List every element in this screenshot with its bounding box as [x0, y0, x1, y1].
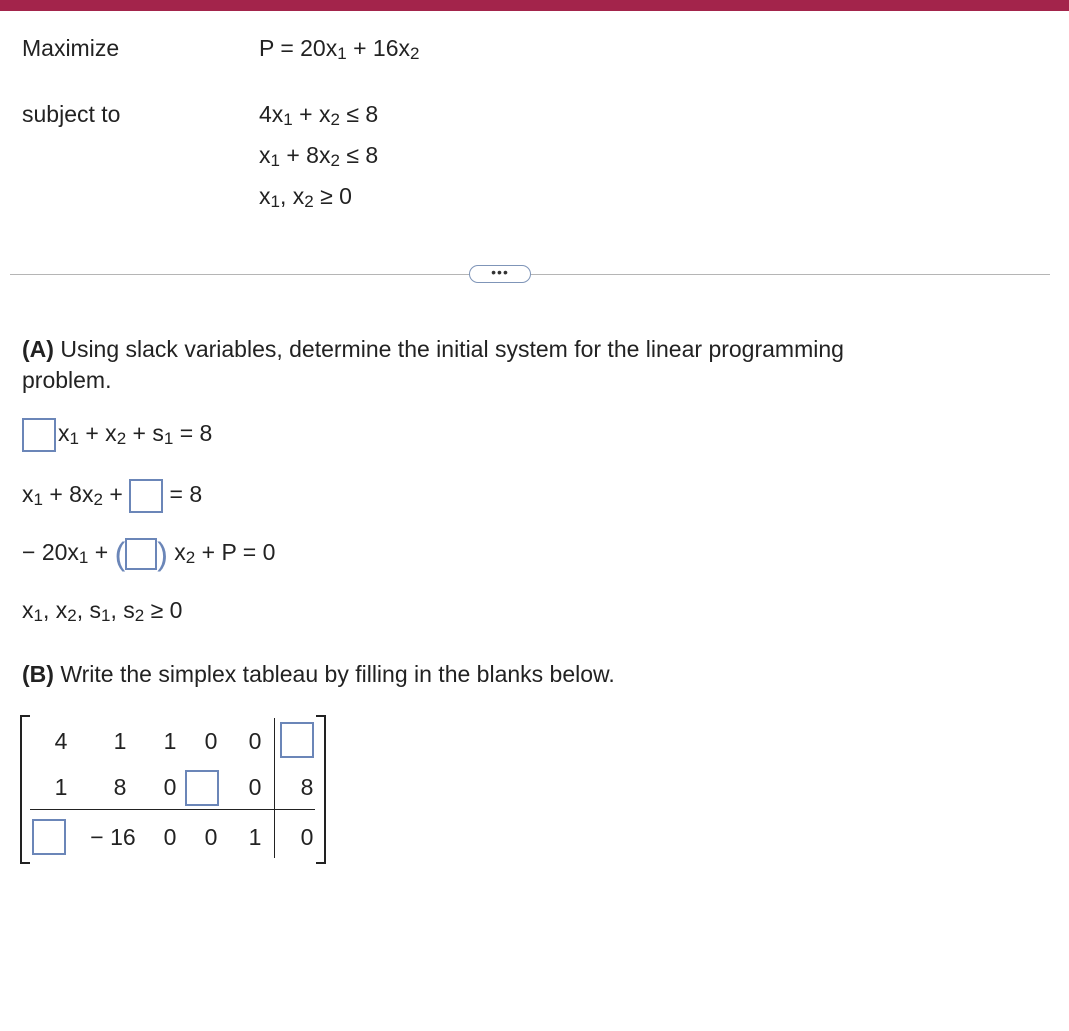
tableau-r1-rhs-input[interactable]: [280, 722, 314, 758]
tableau-cell: 8: [113, 774, 127, 800]
objective-function: $P = 20x_1 + 16x_2$: [259, 35, 420, 63]
tableau-cell: 4: [54, 728, 68, 754]
eq3-x2-coefficient-input[interactable]: [125, 538, 157, 570]
tableau-r2-s1-input[interactable]: [185, 770, 219, 806]
subject-to-label: subject to: [22, 101, 121, 127]
tableau-r3-x1-input[interactable]: [32, 819, 66, 855]
tableau-cell: 1: [54, 774, 68, 800]
tableau-cell: 8: [300, 774, 314, 800]
left-paren: (: [114, 536, 126, 572]
constraint-2: $x_1 + 8x_2 \le 8$: [259, 142, 379, 170]
tableau-cell: 0: [204, 728, 218, 754]
show-more-button[interactable]: •••: [469, 265, 531, 283]
rhs-separator: [274, 718, 275, 858]
top-accent-bar: [0, 0, 1069, 11]
maximize-label: Maximize: [22, 35, 120, 61]
constraint-1: $4x_1 + x_2 \le 8$: [259, 101, 379, 129]
left-bracket: [20, 715, 30, 864]
part-b-prompt: (B) Write the simplex tableau by filling in the blanks below.: [22, 661, 615, 687]
objective-equation: − $20x_1$ + ( ) $x_2 + P = 0$: [22, 536, 276, 572]
part-a-prompt-cont: problem.: [22, 367, 112, 393]
tableau-cell: 1: [248, 824, 262, 850]
eq1-x1-coefficient-input[interactable]: [22, 418, 56, 452]
slack-nonnegativity: $x_1$, $x_2$, $s_1$, $s_2 \ge 0$: [22, 597, 183, 625]
part-a-prompt: (A) Using slack variables, determine the initial system for the linear programming: [22, 336, 844, 362]
tableau-cell: 0: [300, 824, 314, 850]
tableau-cell: 0: [163, 774, 177, 800]
right-paren: ): [157, 536, 168, 572]
tableau-cell: 0: [163, 824, 177, 850]
tableau-cell: 0: [248, 728, 262, 754]
constraint-nonnegativity: $x_1$, $x_2 \ge 0$: [259, 183, 352, 211]
slack-equation-1: $x_1 + x_2 + s_1 = 8$: [22, 418, 212, 452]
objective-row-separator: [30, 809, 315, 810]
slack-equation-2: $x_1 + 8x_2$ + = 8: [22, 479, 202, 513]
eq2-slack-input[interactable]: [129, 479, 163, 513]
tableau-cell: − 16: [90, 824, 136, 850]
tableau-cell: 1: [163, 728, 177, 754]
tableau-cell: 0: [248, 774, 262, 800]
tableau-cell: 1: [113, 728, 127, 754]
tableau-cell: 0: [204, 824, 218, 850]
